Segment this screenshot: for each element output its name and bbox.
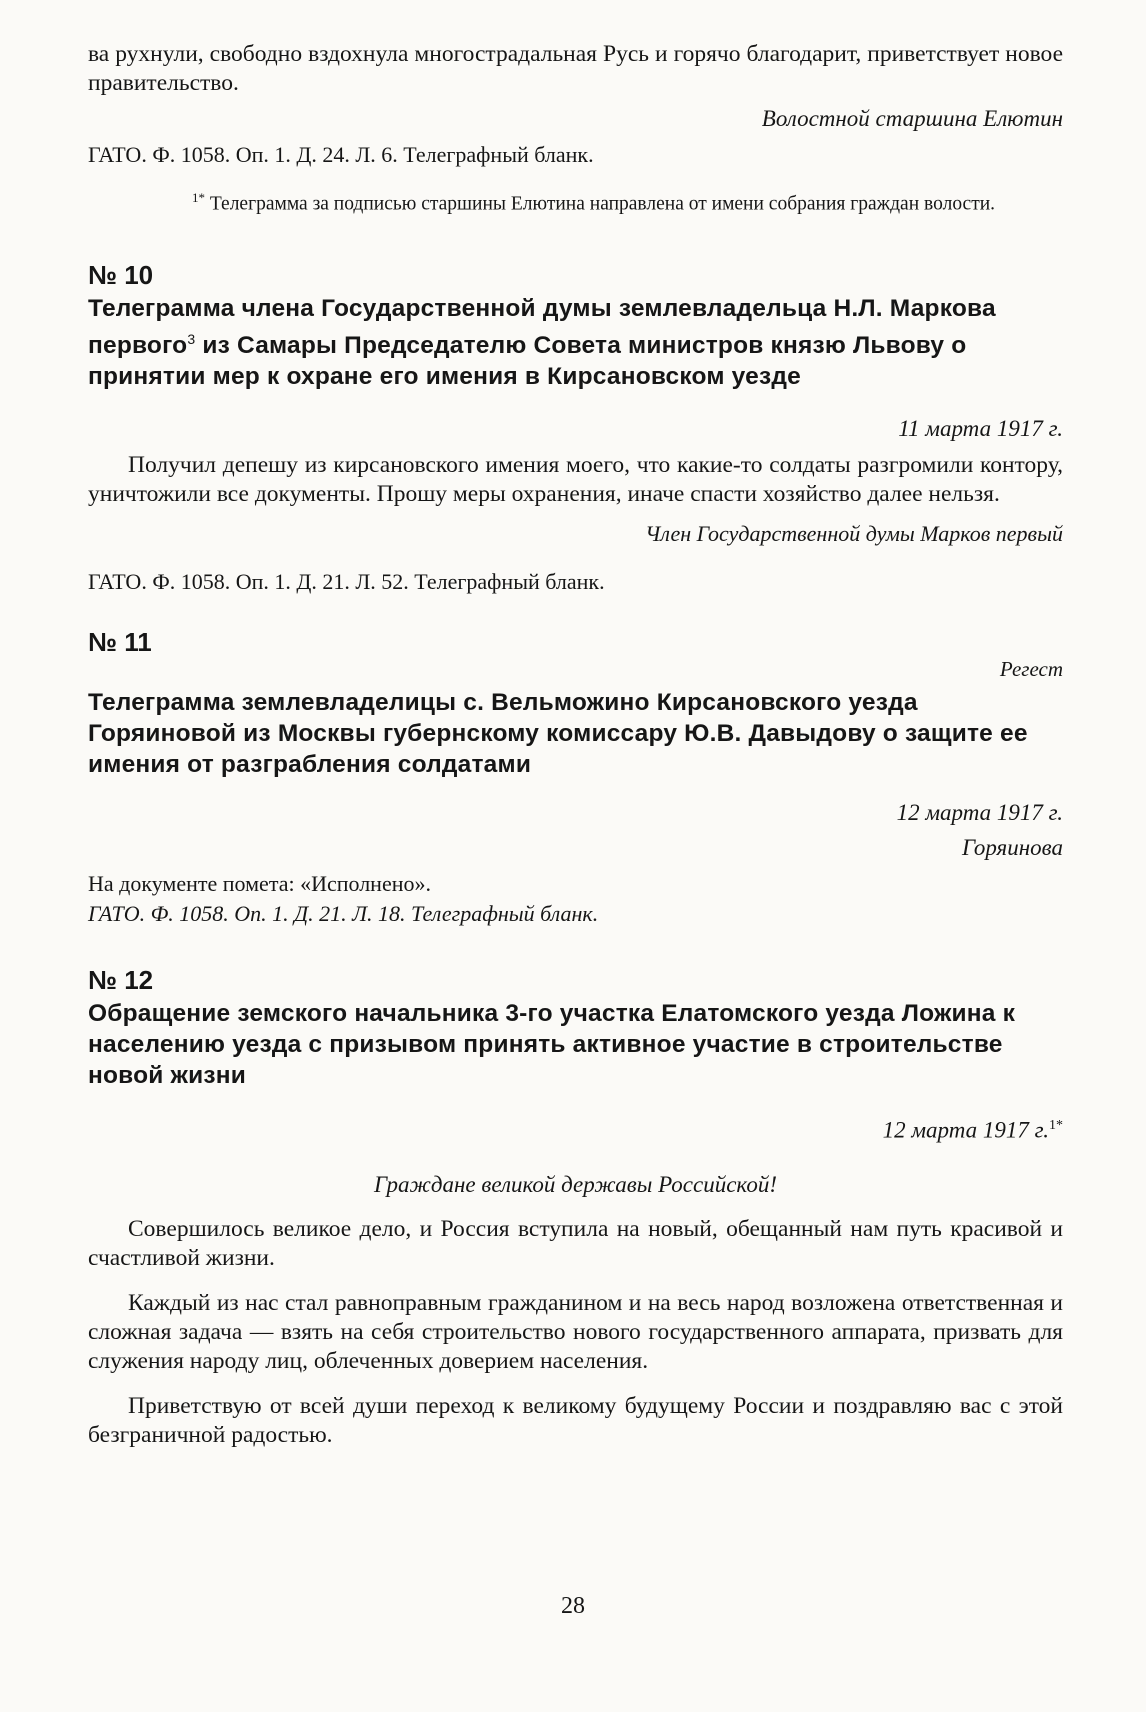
doc12-date: 12 марта 1917 г. — [882, 1117, 1049, 1143]
doc10-title-ref: 3 — [187, 330, 196, 347]
doc10-text: Получил депешу из кирсановского имения моего, что какие-то солдаты разгромили контору, уничтожили все документы. Прошу меры охранения, иначе спасти хозяйство далее нельзя. — [88, 451, 1063, 507]
doc11-label: Регест — [999, 656, 1063, 681]
doc10-title-part1: Телеграмма члена Государственной думы землевладельца Н.Л. Маркова первого — [88, 294, 996, 359]
intro-footnote — [192, 185, 1063, 217]
doc12-paragraph-2: Каждый из нас стал равноправным гражданином и на весь народ возложена ответственная и сложная задача — взять на себя строительство нового государственного аппарата, призвать для служения народу лиц, облеченных доверием населения. — [88, 1290, 1063, 1375]
doc12-date-line — [88, 1111, 1063, 1145]
footnote-text: Телеграмма за подписью старшины Елютина направлена от имени собрания граждан волости. — [209, 193, 996, 215]
intro-paragraph-end: ва рухнули, свободно вздохнула многострадальная Русь и горячо благодарит, приветствует новое правительство. — [88, 41, 1063, 96]
doc10-title — [88, 293, 1063, 392]
doc12-paragraph-1: Совершилось великое дело, и Россия вступила на новый, обещанный нам путь красивой и счастливой жизни. — [88, 1216, 1063, 1272]
doc10-title-part2: из Самары Председателю Совета министров князю Львову о принятии мер к охране его имения в Кирсановском уезде — [88, 331, 967, 390]
doc10-source: ГАТО. Ф. 1058. Оп. 1. Д. 21. Л. 52. Телеграфный бланк. — [88, 568, 605, 594]
doc12-number: № 12 — [88, 964, 154, 995]
doc10-date: 11 марта 1917 г. — [898, 415, 1063, 441]
document-page — [88, 40, 1063, 1450]
footnote-mark: 1* — [192, 190, 205, 205]
intro-source: ГАТО. Ф. 1058. Оп. 1. Д. 24. Л. 6. Телеграфный бланк. — [88, 142, 594, 167]
doc11-note: На документе помета: «Исполнено». — [88, 870, 431, 896]
doc11-source: ГАТО. Ф. 1058. Оп. 1. Д. 21. Л. 18. Телеграфный бланк. — [88, 900, 599, 926]
doc11-date: 12 марта 1917 г. — [896, 799, 1063, 825]
doc11-signature: Горяинова — [961, 834, 1063, 860]
doc10-signature: Член Государственной думы Марков первый — [645, 520, 1063, 546]
doc12-date-mark: 1* — [1049, 1117, 1063, 1133]
page-number: 28 — [561, 1593, 585, 1619]
doc12-title: Обращение земского начальника 3-го участка Елатомского уезда Ложина к населению уезда с призывом принять активное участие в строительстве новой жизни — [88, 999, 1016, 1089]
doc11-title: Телеграмма землевладелицы с. Вельможино Кирсановского уезда Горяиновой из Москвы губернскому комиссару Ю.В. Давыдову о защите ее имения от разграбления солдатами — [88, 688, 1028, 778]
doc12-paragraph-3: Приветствую от всей души переход к великому будущему России и поздравляю вас с этой безграничной радостью. — [88, 1393, 1063, 1449]
intro-signature: Волостной старшина Елютин — [761, 106, 1063, 131]
doc12-greeting: Граждане великой державы Российской! — [374, 1172, 777, 1198]
doc11-number: № 11 — [88, 626, 152, 657]
doc10-number: № 10 — [88, 259, 154, 290]
